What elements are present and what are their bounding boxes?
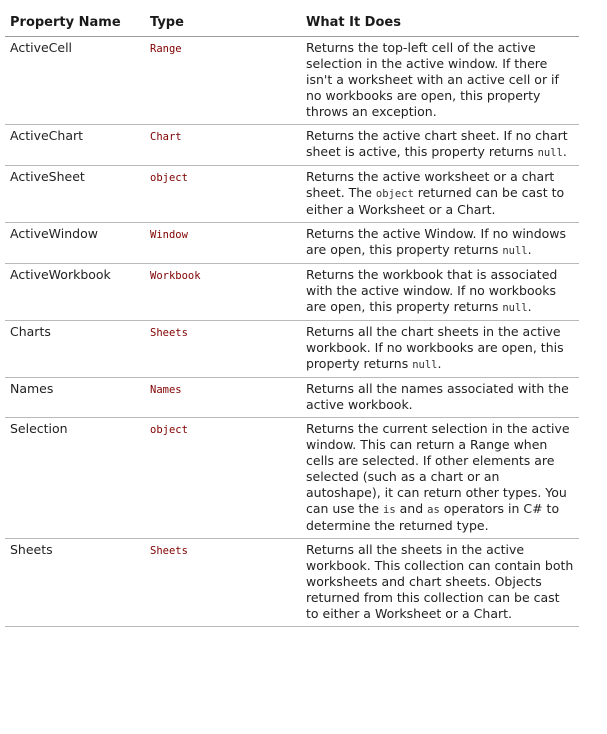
type-cell: Range [145,37,301,125]
header-property-name: Property Name [5,9,145,37]
inline-code: null [502,302,528,314]
table-row [5,539,579,627]
table-header [5,9,579,37]
description-text: Returns all the sheets in the active workbook. This collection can contain both worksheets and chart sheets. Objects returned from this collection can be cast to either a Worksheet or a Chart. [306,542,574,621]
inline-code: object [375,188,414,200]
description-text: Returns all the chart sheets in the active workbook. If no workbooks are open, this property returns [306,324,564,371]
description-text: Returns all the names associated with the active workbook. [306,381,569,412]
description-cell [301,418,579,539]
description-text: Returns the active chart sheet. If no chart sheet is active, this property returns [306,128,568,159]
type-cell: Window [145,223,301,264]
description-text: and [395,501,428,516]
inline-code: null [502,245,528,257]
description-text: . [527,299,532,314]
property-name-cell: Selection [5,418,145,539]
header-what-it-does: What It Does [301,9,579,37]
type-cell: Sheets [145,321,301,378]
table-row [5,264,579,321]
description-cell [301,125,579,166]
table-row [5,166,579,223]
table-row [5,378,579,418]
description-cell [301,378,579,418]
property-name-cell: ActiveWorkbook [5,264,145,321]
type-cell: Names [145,378,301,418]
table-row [5,37,579,125]
properties-table [5,9,579,627]
property-name-cell: ActiveChart [5,125,145,166]
inline-code: null [537,147,563,159]
property-name-cell: ActiveCell [5,37,145,125]
description-cell [301,223,579,264]
description-text: . [562,144,567,159]
table-body [5,37,579,627]
description-text: Returns the active worksheet or a chart sheet. The [306,169,555,200]
inline-code: is [383,504,396,516]
property-name-cell: Charts [5,321,145,378]
type-cell: Sheets [145,539,301,627]
description-text: Returns the workbook that is associated with the active window. If no workbooks are open, this property returns [306,267,558,314]
description-cell [301,37,579,125]
table-row [5,418,579,539]
type-cell: Workbook [145,264,301,321]
property-name-cell: Sheets [5,539,145,627]
header-type: Type [145,9,301,37]
table-row [5,125,579,166]
property-name-cell: ActiveWindow [5,223,145,264]
inline-code: as [427,504,440,516]
header-row [5,9,579,37]
property-name-cell: Names [5,378,145,418]
description-cell [301,264,579,321]
type-cell: object [145,166,301,223]
description-text: Returns the current selection in the active window. This can return a Range when cells are selected. If other elements are selected (such as a chart or an autoshape), it can return other types. You can use the [306,421,570,516]
description-text: returned can be cast to either a Worksheet or a Chart. [306,185,565,217]
inline-code: null [412,359,438,371]
table-row [5,223,579,264]
property-name-cell: ActiveSheet [5,166,145,223]
type-cell: object [145,418,301,539]
table-row [5,321,579,378]
description-text: . [527,242,532,257]
description-cell [301,539,579,627]
description-text: . [437,356,442,371]
description-text: Returns the top-left cell of the active selection in the active window. If there isn't a worksheet with an active cell or if no workbooks are open, this property throws an exception. [306,40,559,119]
description-cell [301,321,579,378]
description-cell [301,166,579,223]
type-cell: Chart [145,125,301,166]
description-text: operators in C# to determine the returned type. [306,501,560,533]
description-text: Returns the active Window. If no windows are open, this property returns [306,226,567,257]
